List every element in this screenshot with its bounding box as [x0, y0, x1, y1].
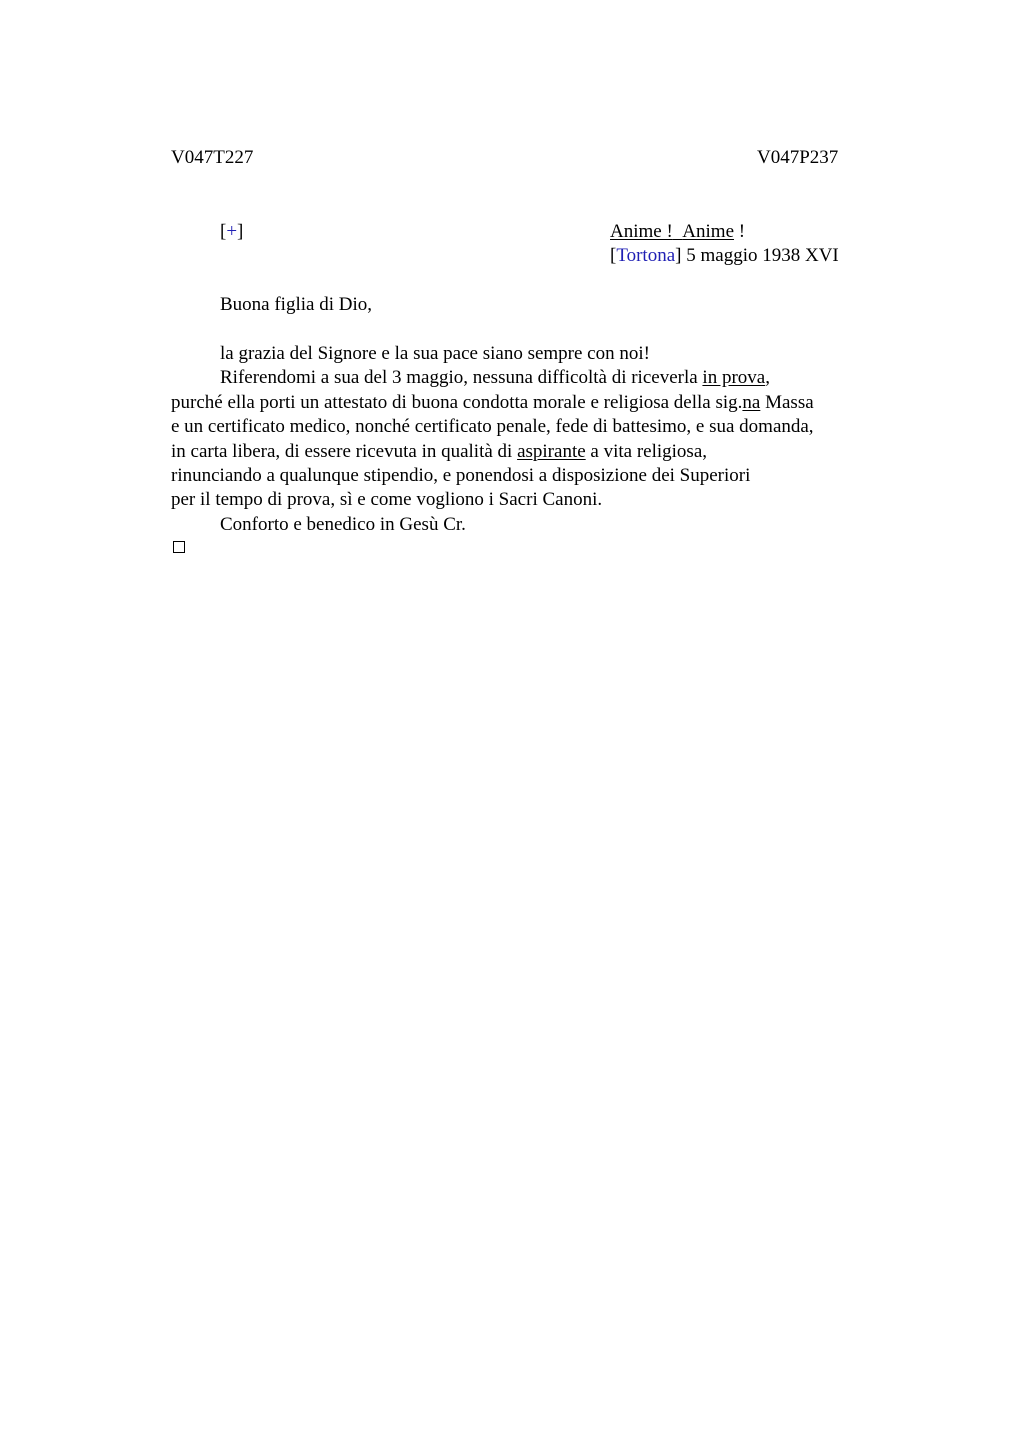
motto [610, 220, 745, 244]
body-line-1: la grazia del Signore e la sua pace siano sempre con noi! [220, 343, 650, 364]
cross-mark [220, 220, 243, 244]
letter-body [171, 342, 814, 537]
bracket-close: ] [237, 221, 244, 242]
motto-part-2: Anime [682, 221, 735, 242]
end-square-icon [173, 541, 185, 553]
body-line-6: rinunciando a qualunque stipendio, e ponendosi a disposizione dei Superiori [171, 464, 751, 486]
underlined-in-prova: in prova [702, 367, 766, 389]
dateline-rest: ] 5 maggio 1938 XVI [675, 245, 839, 266]
body-line-7: per il tempo di prova, sì e come vogliono i Sacri Canoni. [171, 489, 603, 511]
body-line-2: Riferendomi a sua del 3 maggio, nessuna difficoltà di riceverla in prova, [220, 367, 770, 389]
body-line-4: e un certificato medico, nonché certificato penale, fede di battesimo, e sua domanda, [171, 416, 814, 438]
motto-exclamation: ! [734, 221, 746, 242]
document-code-right: V047P237 [757, 147, 839, 168]
bracket-open: [ [220, 221, 227, 242]
cross-symbol: + [226, 221, 238, 242]
body-line-8: Conforto e benedico in Gesù Cr. [220, 513, 466, 535]
dateline-bracket-open: [ [610, 245, 617, 266]
dateline [610, 244, 839, 268]
body-line-3: purché ella porti un attestato di buona condotta morale e religiosa della sig.na Massa [171, 391, 814, 413]
body-line-5: in carta libera, di essere ricevuta in qualità di aspirante a vita religiosa, [171, 440, 708, 462]
dateline-place: Tortona [616, 245, 676, 266]
motto-part-1: Anime ! [610, 221, 673, 242]
underlined-na: na [742, 391, 761, 413]
underlined-aspirante: aspirante [517, 440, 586, 462]
salutation: Buona figlia di Dio, [220, 294, 372, 315]
document-code-left: V047T227 [171, 147, 254, 168]
